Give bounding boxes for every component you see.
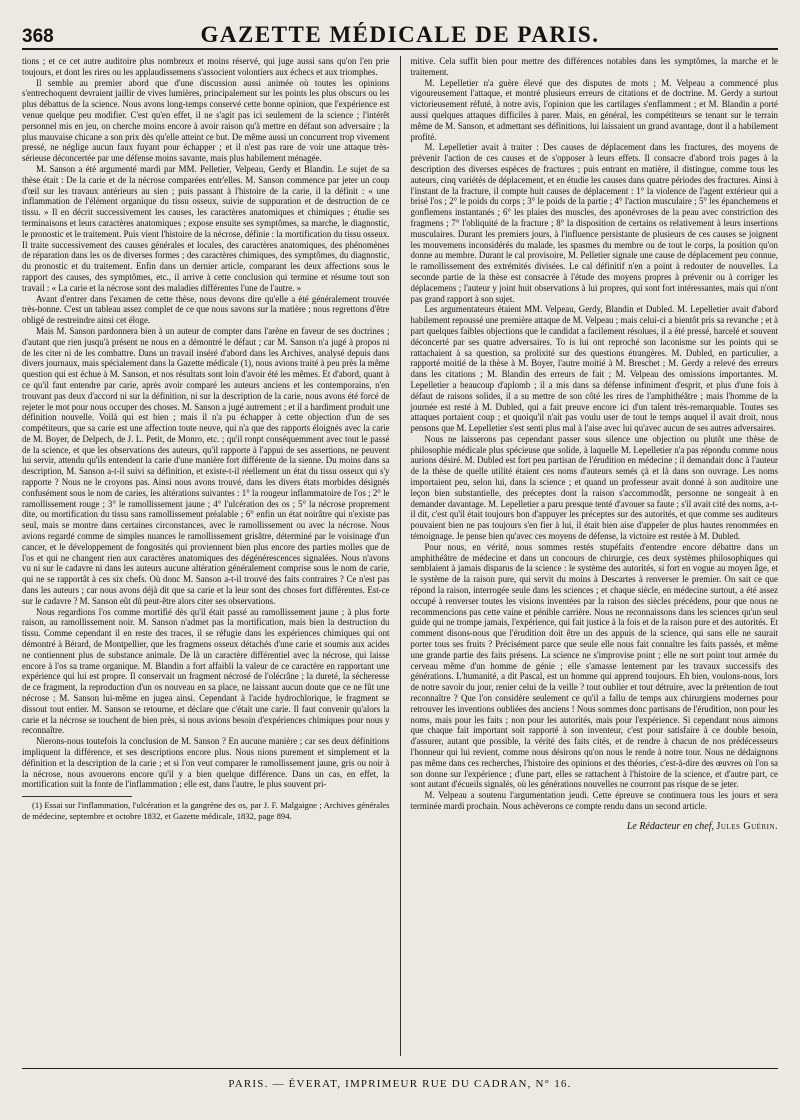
printer-imprint: PARIS. — ÉVERAT, IMPRIMEUR RUE DU CADRAN, N° 16. [228,1078,572,1090]
paragraph: Nierons-nous toutefois la conclusion de M. Sanson ? En aucune manière ; car ses deux définitions impliquent la différence, et ses descriptions encore plus. Nous nions purement et simplement et la définition et la description de la carie ; et si l'on veut comparer le ramollissement jaune, gris ou noir à la nécrose, nous avouerons encore qu'il y a bien quelque différence. Dans un cas, en effet, la mortification suit la fonte de l'inflammation ; elle est, dans l'autre, le plus souvent pri- [22,736,390,790]
paragraph: mitive. Cela suffit bien pour mettre des différences notables dans les symptômes, la marche et le traitement. [410,56,778,77]
paragraph: Il semble au premier abord que d'une discussion aussi animée où toutes les opinions s'entrechoquent devraient jaillir de vives lumières, principalement sur les points les plus obscurs ou les plus débattus de la science. Nous avons long-temps conservé cette bonne opinion, que l'expérience est venue quelque peu modifier. C'est qu'en effet, il ne s'agit pas ici seulement de la science ; l'intérêt personnel mis en jeu, on cherche moins encore à avoir raison qu'à mettre en défaut son adversaire ; la plus mauvaise chicane a son prix dès qu'elle atteint ce but. De même aussi un concurrent trop vivement pressé, ne néglige aucun faux fuyant pour échapper ; et il n'est pas rare de voir une attaque très-sérieuse déconcertée par une défense moins savante, mais plus habilement ménagée. [22,77,390,164]
paragraph: tions ; et ce cet autre auditoire plus nombreux et moins réservé, qui juge aussi sans qu'on l'en prie toujours, et dont les rires ou les applaudissemens s'associent volontiers aux échecs et aux triomphes. [22,56,390,77]
two-column-body [22,56,778,1056]
paragraph: Nous regardions l'os comme mortifié dès qu'il était passé au ramollissement jaune ; à plus forte raison, au ramollissement noir. M. Sanson n'admet pas la mortification, mais bien la destruction du tissu. Comme cependant il en reste des traces, il se réfugie dans les expériences chimiques qui ont démontré à Bérard, de Montpellier, que les fragmens osseux détachés d'une carie et soumis aux acides ne contiennent plus de substance animale. De là un caractère différentiel avec la nécrose, qui laisse encore à l'os sa trame organique. M. Blandin a fort affaibli la valeur de ce caractère en rapportant une expérience qui lui est propre. Il conservait un fragment nécrosé de l'olécrâne ; la dureté, la sécheresse de ce fragment, la reproduction d'un os nouveau en sa place, ne laissant aucun doute que ce ne fût une nécrose ; M. Sanson lui-même en jugea ainsi. Cependant à l'acide hydrochlorique, le fragment se dissout tout entier. M. Sanson se retourne, et déclare que c'était une carie. Il faut convenir qu'alors la carie et la nécrose se touchent de bien près, si nous avions besoin d'expériences chimiques pour nous y reconnaître. [22,606,390,736]
editor-signature [411,822,779,833]
footnote [22,800,390,821]
imprint-divider [22,1068,778,1069]
page-header [22,14,778,50]
paragraph: M. Lepelletier n'a guère élevé que des disputes de mots ; M. Velpeau a commencé plus vigoureusement l'attaque, et montré plusieurs erreurs de citations et de doctrine. M. Gerdy a surtout victorieusement réfuté, à notre avis, l'opinion que les cartilages s'enflamment ; et M. Blandin a porté aussi quelques attaques difficiles à parer. Mais, en général, les compétiteurs se tenant sur le terrain même de M. Sanson, et admettant ses définitions, lui laissaient un grand avantage, dont il a habilement profité. [410,77,778,142]
paragraph: M. Sanson a été argumenté mardi par MM. Pelletier, Velpeau, Gerdy et Blandin. Le sujet de sa thèse était : De la carie et de la nécrose comparées entr'elles. M. Sanson commence par jeter un coup d'œil sur les travaux antérieurs au sien ; puis passant à l'histoire de la carie, il la définit : « une inflammation de l'élément organique du tissu osseux, suivie de suppuration et de destruction de ce tissu. » Il en décrit successivement les causes, les caractères anatomiques et chimiques ; étudie ses terminaisons et leurs caractères anatomiques ; expose ensuite ses symptômes, sa marche, le diagnostic, le pronostic et le traitement. Puis vient l'histoire de la nécrose, définie : la mortification du tissu osseux. Il traite successivement des causes générales et locales, des caractères anatomiques, des phénomènes de réparation dans les os de diverses formes ; des caractères chimiques, des symptômes, du diagnostic, du pronostic et du traitement. Enfin dans un dernier article, comparant les deux affections sous le rapport des causes, des symptômes, etc., il arrive à cette conclusion qui termine et résume tout son travail : « La carie et la nécrose sont des maladies différentes l'une de l'autre. » [22,163,390,293]
paragraph: Mais M. Sanson pardonnera bien à un auteur de compter dans l'arène en faveur de ses doctrines ; d'autant que rien jusqu'à présent ne nous en a démontré le défaut ; car M. Sanson n'a jugé à propos ni de les citer ni de les combattre. Dans un travail inséré d'abord dans les Archives, analysé depuis dans divers journaux, mais spécialement dans la Gazette médicale (1), nous avions traité à peu près la même question qui est échue à M. Sanson, et nos résultats sont loin d'avoir été les mêmes. Et d'abord, quant à ce qu'il faut entendre par carie, après avoir comparé les auteurs anciens et les contemporains, n'en trouvant pas deux d'accord ni sur la définition, ni sur la description de la carie, nous avons été forcé de rejeter le mot pour nous occuper des choses. M. Sanson a jugé autrement ; et il a hardiment produit une définition nouvelle. Voilà qui est bien ; mais il n'a pu échapper à cette objection d'un de ses compétiteurs, que sa carie est une affection toute neuve, qui n'a que des rapports éloignés avec la carie de M. Boyer, de Delpech, de J. L. Petit, de Monro, etc. ; qu'il ronpt conséquemment avec tout le passé de la science, et que les observations des auteurs, qu'il rapporte à l'appui de ses assertions, ne peuvent lui servir, attendu qu'ils entendent la carie d'une manière fort différente de la sienne. Du moins dans sa description, M. Sanson a-t-il suivi sa définition, et existe-t-il réellement un état du tissu osseux qui s'y rapporte ? Nous ne le croyons pas. Ainsi nous avons trouvé, dans les divers états morbides désignés confusément sous le nom de caries, les altérations suivantes : 1° la rougeur inflammatoire de l'os ; 2° le ramollissement rouge ; 3° le ramollissement jaune ; 4° l'ulcération des os ; 5° la nécrose proprement dite, ou mortification du tissu sans ramollissement préalable ; 6° enfin un état noirâtre qui n'existe pas seul, mais se montre dans certaines circonstances, avec le ramollissement ou avec la nécrose. Nous avions regardé comme de simples nuances le ramollissement grisâtre, déterminé par le voisinage d'un cancer, et le développement de fongosités qui proviennent bien plus encore des parties molles que de l'os et qui ne changent rien aux caractères anatomiques des dégénérescences signalées. Nous n'avons vu ni sur le cadavre ni dans les auteurs aucune altération généralement comprise sous le nom de carie, qui ne se rapportât à ces six chefs. Où donc M. Sanson a-t-il trouvé des faits contraires ? Ce n'est pas dans les auteurs ; car nous avons déjà dit que sa carie et la leur sont des choses fort différentes. Est-ce sur le cadavre ? M. Sanson eût dû peut-être alors citer ses observations. [22,325,390,606]
masthead-title: GAZETTE MÉDICALE DE PARIS. [200,22,600,47]
paragraph: M. Lepelletier avait à traiter : Des causes de déplacement dans les fractures, des moyens de prévenir l'action de ces causes et de s'opposer à leurs effets. Il consacre d'abord trois pages à la description des diverses espèces de fractures ; puis entrant en matière, il distingue, comme tous les auteurs, cinq variétés de déplacement, et en étudie les causes dans quatre périodes des fractures. Ainsi à l'instant de la fracture, il compte huit causes de déplacement : 1° la violence de l'agent extérieur qui a brisé l'os ; 2° le poids du corps ; 3° le poids de la partie ; 4° l'action musculaire ; 5° les épanchemens et gonflemens instantanés ; 6° les plaies des muscles, des aponévroses de la peau avec constriction des fragmens ; 7° l'obliquité de la fracture ; 8° la disposition de certains os relativement à leurs insertions musculaires. Durant les premiers jours, à l'influence persistante de plusieurs de ces causes se joignent les mouvemens inconsidérés du malade, les spasmes du membre ou de tout le corps, la position qu'on donne au membre. Durant le cal provisoire, M. Pelletier signale une cause de déplacement peu connue, le ramollissement des extrémités divisées. Le cal définitif n'en a point à redouter de nouvelles. La seconde partie de la thèse est consacrée à l'étude des moyens propres à prévenir ou à corriger les déplacemens ; l'auteur y joint huit observations à lui propres, qui sont fort intéressantes, mais qui n'ont pas grand rapport à son sujet. [410,142,778,304]
paragraph: Pour nous, en vérité, nous sommes restés stupéfaits d'entendre encore débattre dans un amphithéâtre de médecine et dans un concours de chirurgie, ces deux systèmes philosophiques qui semblaient à jamais disparus de la science : le système des autorités, si fort en vogue au moyen âge, et le système de la raison pure, qui servit du moins à Descartes à renverser le premier. On sait ce que répond la raison, interrogée seule dans les sciences ; et chaque siècle, en médecine surtout, a été assez occupé à renverser toutes les visions inventées par la raison des siècles précédens, pour que nous ne recommencions pas cette vaine et pénible carrière. Nous ne reconnaissons dans les sciences qu'un seul guide qui ne trompe jamais, l'expérience, qui fait justice à la fois et de la raison pure et des autorités. Et comment disons-nous que l'érudition doit être un des appuis de la science, qui sans elle ne saurait porter tous ses fruits ? Précisément parce que seule elle nous fait connaître les faits passés, et même une grande partie des faits présens. La science ne s'improvise point ; elle ne sort point tout armée du cerveau même d'un homme de génie ; elle s'amasse lentement par les travaux successifs des générations. L'humanité, a dit Pascal, est un homme qui apprend toujours. Eh bien, voulons-nous, lors de notre savoir du jour, renier celui de la veille ? tout oublier et tout détruire, avec la prétention de tout reconnaître ? Que l'on considère seulement ce qu'il a fallu de temps aux chirurgiens modernes pour retrouver les inventions oubliées des anciens ! Nous sommes donc partisans de l'érudition, non pour les noms, mais pour les faits ; non pour les autorités, mais pour l'expérience. Si cependant nous aimons que chaque fait important soit rapporté à son inventeur, c'est pour satisfaire à ce double besoin, d'assurer, autant que possible, la vérité des faits cités, et de rendre à chacun de nos prédécesseurs l'honneur qui lui revient, comme nous désirons qu'on nous le rende à notre tour. Nous ne dédaignons pas même dans ces recherches, l'histoire des opinions et des théories, c'est-à-dire des œuvres où l'on sa son donne sur l'expérience ; d'une part, elles se rattachent à l'histoire de la science, et d'autre part, ce sont autant d'écueils signalés, où les générations nouvelles ne courront pas risque de se jeter. [410,541,778,790]
paragraph: Avant d'entrer dans l'examen de cette thèse, nous devons dire qu'elle a été généralement trouvée très-bonne. C'est un tableau assez complet de ce que nous savons sur la matière ; nous regrettons d'être obligé de restreindre ainsi cet éloge. [22,293,390,326]
left-column [22,56,401,1056]
signature-name: Jules Guérin. [716,820,778,832]
page-number: 368 [22,26,54,47]
right-column [401,56,779,1056]
paragraph: Nous ne laisserons pas cependant passer sous silence une objection ou plutôt une thèse de philosophie médicale plus spécieuse que solide, à laquelle M. Lepelletier n'a pas répondu comme nous aurions désiré. M. Dubled est fort peu partisan de l'érudition en médecine ; il demandait donc à l'auteur de la thèse de quelle utilité étaient ces noms d'auteurs semés çà et là dans son ouvrage. Les noms importaient peu, selon lui, dans la science ; et quand un professeur avait donné à son auditoire une leçon bien substantielle, des préceptes dont la raison s'accommodât, personne ne songeait à en demander davantage. M. Lepelletier a paru presque tenté d'avouer sa faute ; s'il avait cité des noms, a-t-il dit, c'est qu'il était toujours bon d'appuyer les préceptes sur des autorités, et que comme ses auditeurs pouvaient bien ne pas toujours s'en fier à lui, il était bien aise d'appeler de plus hautes renommées en témoignage. Je pense bien qu'avec ces moyens de défense, la victoire est restée à M. Dubled. [410,433,778,542]
signature-prefix: Le Rédacteur en chef, [626,820,714,832]
paragraph: Les argumentateurs étaient MM. Velpeau, Gerdy, Blandin et Dubled. M. Lepelletier avait d'abord habilement repoussé une première attaque de M. Velpeau ; mais celui-ci a bientôt pris sa revanche ; et à part quelques faibles objections que le candidat a facilement résolues, il a été pressé, harcelé et souvent déconcerté par ses quatre adversaires. To is lui ont reproché son laconisme sur les points qui se rattachaient à sa question, sa prolixité sur des questions étrangères. M. Dubled, en particulier, a rapporté moitié de la thèse à M. Boyer, l'autre moitié à M. Breschet ; M. Gerdy a relevé des erreurs dans les citations ; M. Blandin des erreurs de fait ; M. Velpeau des omissions importantes. M. Lepelletier a beaucoup d'aplomb ; il a mis dans sa défense infiniment d'esprit, et plus d'une fois à défaut de raisons solides, il a su mettre de son côté les rires de l'amphithéâtre ; mais l'homme de la journée est resté à M. Dubled, qui a fait preuve encore ici d'un talent très-remarquable. Toutes ses attaques portaient coup ; et quoiqu'il n'ait pas voulu user de tout le temps auquel il avait droit, nous pensons que M. Lepelletier s'est senti plus mal à l'aise avec lui qu'avec aucun de ses autres adversaires. [410,304,778,434]
footnote-text: (1) Essai sur l'inflammation, l'ulcération et la gangrène des os, par J. F. Malgaigne ; Archives générales de médecine, septembre et octobre 1832, et Gazette médicale, 1832, page 894. [22,800,390,821]
paragraph: M. Velpeau a soutenu l'argumentation jeudi. Cette épreuve se continuera tous les jours et sera terminée mardi prochain. Nous achèverons ce compte rendu dans un second article. [410,790,778,811]
footnote-divider [22,796,132,797]
